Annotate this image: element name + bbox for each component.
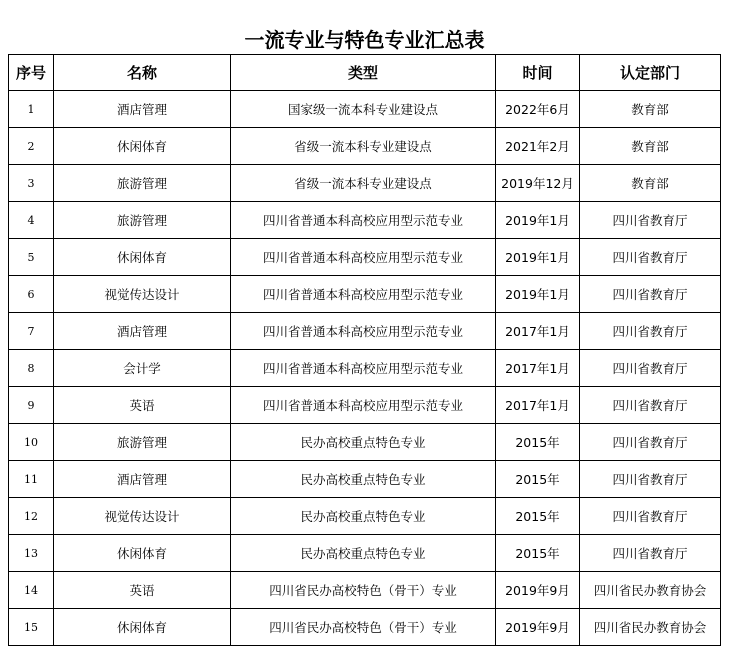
header-department: 认定部门 xyxy=(580,55,721,91)
cell-department: 四川省教育厅 xyxy=(580,313,721,350)
table-row xyxy=(9,165,721,202)
cell-type: 四川省普通本科高校应用型示范专业 xyxy=(231,239,496,276)
cell-department: 四川省教育厅 xyxy=(580,387,721,424)
header-index: 序号 xyxy=(9,55,54,91)
cell-index: 3 xyxy=(9,165,54,202)
table-row xyxy=(9,572,721,609)
cell-department: 教育部 xyxy=(580,128,721,165)
cell-name: 休闲体育 xyxy=(54,609,231,646)
table-row xyxy=(9,128,721,165)
cell-time: 2019年1月 xyxy=(496,202,580,239)
cell-type: 四川省普通本科高校应用型示范专业 xyxy=(231,387,496,424)
cell-time: 2017年1月 xyxy=(496,350,580,387)
cell-name: 旅游管理 xyxy=(54,165,231,202)
cell-department: 教育部 xyxy=(580,91,721,128)
cell-index: 15 xyxy=(9,609,54,646)
cell-type: 民办高校重点特色专业 xyxy=(231,498,496,535)
cell-name: 旅游管理 xyxy=(54,424,231,461)
cell-index: 14 xyxy=(9,572,54,609)
cell-type: 四川省普通本科高校应用型示范专业 xyxy=(231,202,496,239)
cell-type: 民办高校重点特色专业 xyxy=(231,424,496,461)
cell-department: 四川省教育厅 xyxy=(580,276,721,313)
header-type: 类型 xyxy=(231,55,496,91)
cell-type: 四川省普通本科高校应用型示范专业 xyxy=(231,313,496,350)
table-row xyxy=(9,313,721,350)
cell-department: 四川省教育厅 xyxy=(580,350,721,387)
cell-name: 英语 xyxy=(54,572,231,609)
header-name: 名称 xyxy=(54,55,231,91)
header-row xyxy=(9,55,721,91)
cell-type: 省级一流本科专业建设点 xyxy=(231,165,496,202)
cell-name: 酒店管理 xyxy=(54,91,231,128)
table-row xyxy=(9,239,721,276)
cell-index: 7 xyxy=(9,313,54,350)
cell-department: 四川省教育厅 xyxy=(580,498,721,535)
table-row xyxy=(9,387,721,424)
cell-name: 视觉传达设计 xyxy=(54,276,231,313)
cell-index: 11 xyxy=(9,461,54,498)
cell-type: 四川省民办高校特色（骨干）专业 xyxy=(231,572,496,609)
cell-type: 四川省普通本科高校应用型示范专业 xyxy=(231,276,496,313)
cell-time: 2019年1月 xyxy=(496,239,580,276)
cell-name: 休闲体育 xyxy=(54,239,231,276)
cell-index: 12 xyxy=(9,498,54,535)
cell-department: 四川省教育厅 xyxy=(580,202,721,239)
cell-type: 民办高校重点特色专业 xyxy=(231,461,496,498)
cell-name: 休闲体育 xyxy=(54,535,231,572)
table-row xyxy=(9,461,721,498)
cell-name: 休闲体育 xyxy=(54,128,231,165)
table-row xyxy=(9,498,721,535)
table-row xyxy=(9,276,721,313)
table-row xyxy=(9,609,721,646)
cell-name: 视觉传达设计 xyxy=(54,498,231,535)
cell-index: 5 xyxy=(9,239,54,276)
cell-department: 四川省教育厅 xyxy=(580,424,721,461)
cell-department: 四川省教育厅 xyxy=(580,461,721,498)
cell-time: 2019年1月 xyxy=(496,276,580,313)
cell-time: 2019年12月 xyxy=(496,165,580,202)
cell-index: 10 xyxy=(9,424,54,461)
cell-name: 会计学 xyxy=(54,350,231,387)
cell-type: 四川省普通本科高校应用型示范专业 xyxy=(231,350,496,387)
cell-department: 四川省民办教育协会 xyxy=(580,572,721,609)
cell-time: 2015年 xyxy=(496,498,580,535)
cell-index: 13 xyxy=(9,535,54,572)
cell-index: 4 xyxy=(9,202,54,239)
cell-name: 旅游管理 xyxy=(54,202,231,239)
cell-time: 2015年 xyxy=(496,535,580,572)
table-row xyxy=(9,350,721,387)
cell-index: 1 xyxy=(9,91,54,128)
cell-type: 四川省民办高校特色（骨干）专业 xyxy=(231,609,496,646)
table-row xyxy=(9,535,721,572)
table-row xyxy=(9,424,721,461)
cell-time: 2015年 xyxy=(496,424,580,461)
cell-time: 2017年1月 xyxy=(496,313,580,350)
page-title: 一流专业与特色专业汇总表 xyxy=(244,28,485,52)
cell-index: 8 xyxy=(9,350,54,387)
cell-department: 四川省教育厅 xyxy=(580,535,721,572)
cell-index: 9 xyxy=(9,387,54,424)
cell-index: 2 xyxy=(9,128,54,165)
table-row xyxy=(9,202,721,239)
cell-time: 2019年9月 xyxy=(496,609,580,646)
cell-type: 民办高校重点特色专业 xyxy=(231,535,496,572)
summary-table xyxy=(8,54,721,646)
cell-name: 酒店管理 xyxy=(54,313,231,350)
cell-time: 2021年2月 xyxy=(496,128,580,165)
header-time: 时间 xyxy=(496,55,580,91)
cell-time: 2022年6月 xyxy=(496,91,580,128)
cell-time: 2019年9月 xyxy=(496,572,580,609)
cell-name: 酒店管理 xyxy=(54,461,231,498)
cell-type: 省级一流本科专业建设点 xyxy=(231,128,496,165)
cell-name: 英语 xyxy=(54,387,231,424)
cell-type: 国家级一流本科专业建设点 xyxy=(231,91,496,128)
cell-department: 四川省民办教育协会 xyxy=(580,609,721,646)
cell-index: 6 xyxy=(9,276,54,313)
table-row xyxy=(9,91,721,128)
cell-department: 教育部 xyxy=(580,165,721,202)
cell-time: 2015年 xyxy=(496,461,580,498)
cell-department: 四川省教育厅 xyxy=(580,239,721,276)
table-body xyxy=(9,91,721,646)
cell-time: 2017年1月 xyxy=(496,387,580,424)
